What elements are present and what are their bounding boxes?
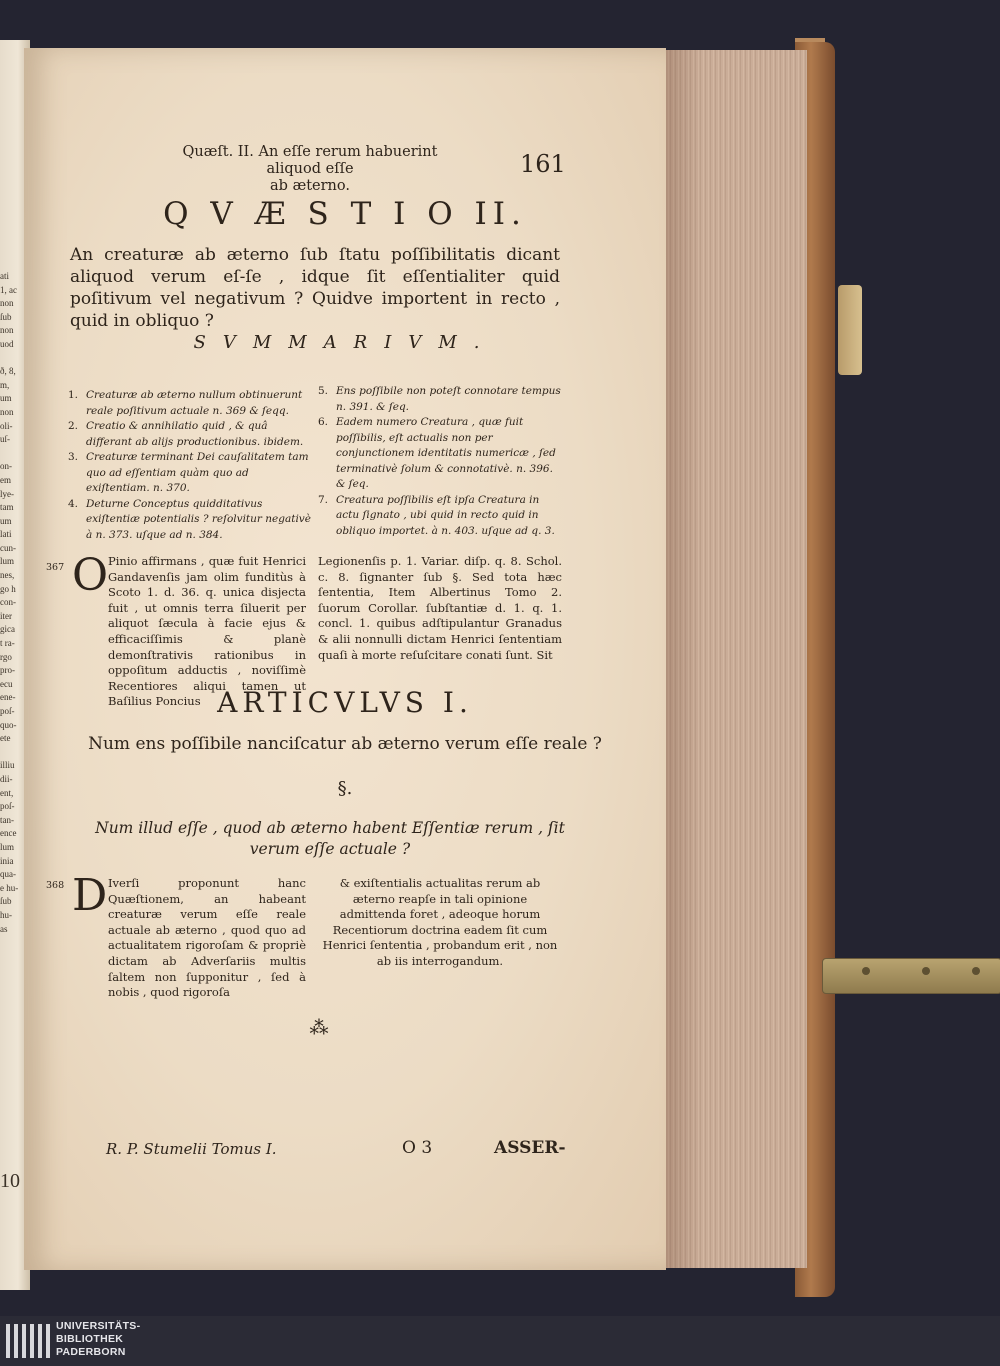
- article-title: ARTICVLVS I.: [217, 686, 473, 719]
- section-title: Num illud eſſe , quod ab æterno habent Eſſentiæ rerum , ſit verum eſſe actuale ?: [95, 819, 565, 858]
- asterism: ⁂: [309, 1017, 331, 1039]
- margin-number-368: 368: [46, 880, 65, 891]
- summary-item: 6. Eadem numero Creatura , quæ fuit poſſibilis, eſt actualis non per conjunctionem identitatis numericæ , ſed terminativè ſolum & connotativè. n. 396. & ſeq.: [318, 416, 556, 490]
- para-367-right: Legionenſis p. 1. Variar. diſp. q. 8. Schol. c. 8. ſignanter ſub §. Sed tota hæc ſententia, Item Albertinus Tomo 2. ſuorum Corollar. ſubſtantiæ d. 1. q. 1. concl. 1. quibus adſtipulantur Granadus & alii nonnulli dictam Henrici ſententiam quaſi à morte reſuſcitare conati ſunt. Sit: [318, 554, 562, 662]
- summary-item: 1. Creaturæ ab æterno nullum obtinuerunt reale poſitivum actuale n. 369 & ſeqq.: [68, 389, 303, 417]
- running-head-line2: ab æterno.: [270, 178, 350, 194]
- library-name: UNIVERSITÄTS- BIBLIOTHEK PADERBORN: [56, 1320, 141, 1358]
- para-368-left: Iverſi proponunt hanc Quæſtionem, an habeant creaturæ verum eſſe reale actuale ab æterno , quod quo ad actualitatem rigoroſam & propriè dictam ab Adverſariis multis ſaltem non ſupponitur , ſed à nobis , quod rigoroſa: [108, 876, 306, 1000]
- article-subtitle: Num ens poſſibile nanciſcatur ab æterno verum eſſe reale ?: [88, 734, 602, 754]
- summary-left-list: [68, 388, 314, 543]
- page-number: 161: [520, 150, 566, 178]
- summary-item: 2. Creatio & annihilatio quid , & quâ differant ab alijs productionibus. ibidem.: [68, 420, 304, 448]
- summary-item: 3. Creaturæ terminant Dei cauſalitatem tam quo ad eſſentiam quàm quo ad exiſtentiam. n. 370.: [68, 451, 309, 494]
- gathering-mark: O 3: [402, 1138, 433, 1158]
- leather-tab: [838, 285, 862, 375]
- footer-signature: R. P. Stumelii Tomus I.: [106, 1140, 277, 1158]
- margin-number-367: 367: [46, 562, 65, 573]
- para-368-right: & exiſtentialis actualitas rerum ab æterno reapſe in tali opinione admittenda foret , adeoque horum Recentiorum doctrina eadem ſit cum Henrici ſententia , probandum erit , non ab iis interrogandum.: [322, 876, 558, 968]
- running-head: [160, 144, 460, 195]
- section-sign: §.: [337, 778, 353, 799]
- library-logo-icon: [6, 1324, 50, 1358]
- running-head-line1: Quæſt. II. An eſſe rerum habuerint aliquod eſſe: [182, 144, 438, 177]
- summary-item: 4. Deturne Conceptus quidditativus exiſtentiæ potentialis ? reſolvitur negativè à n. 373. uſque ad n. 384.: [68, 497, 311, 541]
- summary-item: 7. Creatura poſſibilis eſt ipſa Creatura in actu ſignato , ubi quid in recto quid in obliquo importet. à n. 403. uſque ad q. 3.: [318, 493, 555, 537]
- dropcap-D: D: [72, 870, 108, 921]
- brass-clasp: [822, 940, 1000, 1010]
- library-footer: [0, 1316, 1000, 1366]
- left-page-text-fragments: ati 1, ac non ſub non uod ð, 8, m, um non oli- uſ- on- em lye- tam um lati cun- lum nes, go h con- iter gica t ra- rgo pro- ecu ene- poſ- quo- ete illiu dii- ent, poſ- tan- ence lum inia qua- e hu- ſub hu- as: [0, 271, 19, 934]
- summary-item: 5. Ens poſſibile non poteſt connotare tempus n. 391. & ſeq.: [318, 385, 561, 413]
- summary-right-list: [318, 384, 562, 539]
- summary-heading: SVMMARIVM.: [193, 332, 497, 353]
- question-subtitle: An creaturæ ab æterno ſub ſtatu poſſibilitatis dicant aliquod verum eſ-ſe , idque ſit eſſentialiter quid poſitivum vel negativum ? Quidve importent in recto , quid in obliquo ?: [70, 245, 560, 331]
- catchword: ASSER-: [494, 1138, 566, 1158]
- dropcap-O: O: [72, 550, 109, 601]
- para-367-left-top: Pinio affirmans , quæ fuit Henrici Gandavenſis jam olim funditùs à Scoto 1. d. 36. q. unica disjecta fuit , ut omnis terra ſiluerit per aliquot ſæcula à facie ejus & efficaciſſimis & planè demonſtrativis rationibus in oppoſitum adductis , noviſſimè Recentiores aliqui tamen ut Baſilius Poncius: [108, 554, 306, 709]
- question-title: Q V Æ S T I O II.: [163, 196, 527, 232]
- page-edge-shadow: [662, 50, 702, 1268]
- left-page-number: 10: [0, 1170, 20, 1192]
